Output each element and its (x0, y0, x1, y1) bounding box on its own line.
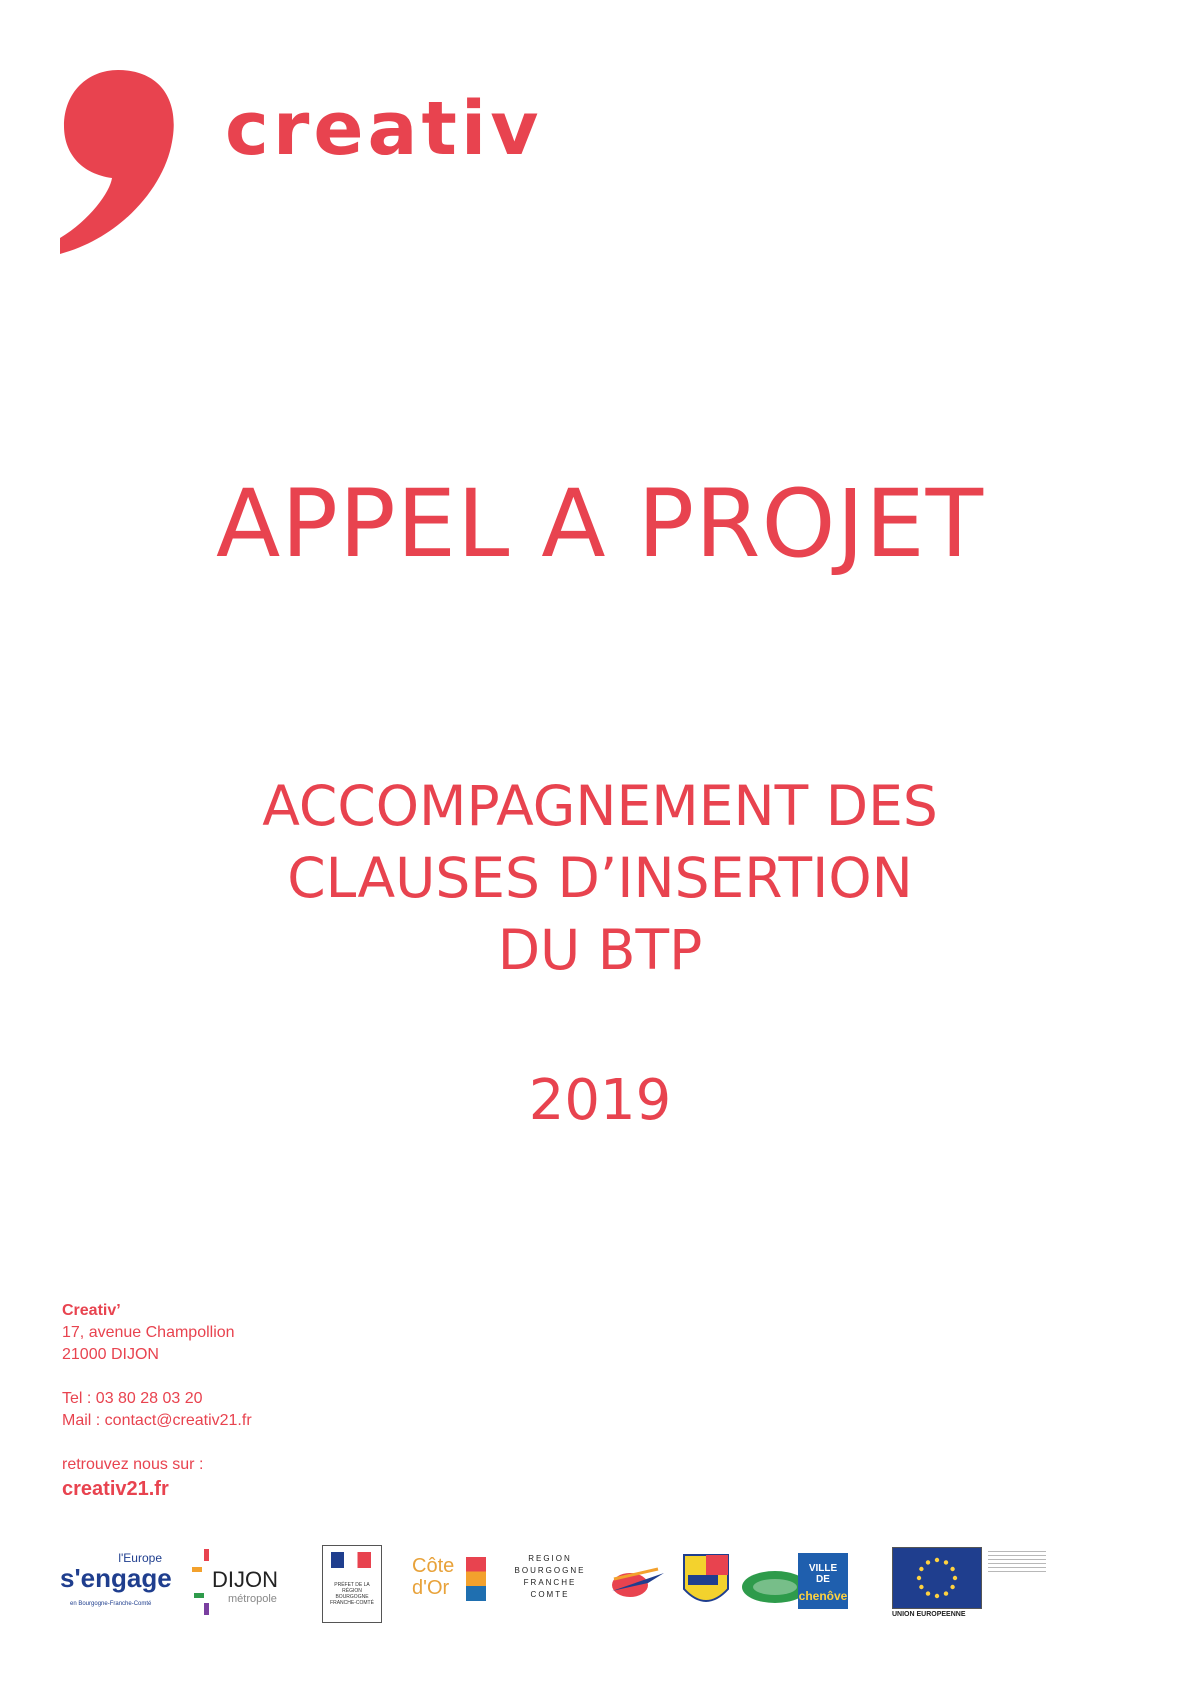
document-subtitle (0, 770, 1200, 986)
partner-logo-shield (682, 1545, 732, 1625)
eu-flag-icon (892, 1547, 982, 1609)
comma-logo-icon (60, 70, 200, 270)
cote-dor-line1: Côte (412, 1555, 455, 1577)
subtitle-line: ACCOMPAGNEMENT DES (262, 774, 938, 838)
contact-block (62, 1300, 252, 1500)
contact-org: Creativ’ (62, 1302, 121, 1319)
partner-logo-green (748, 1545, 792, 1625)
europe-engage-line3: en Bourgogne-Franche-Comté (70, 1601, 152, 1607)
document-title: APPEL A PROJET (215, 470, 985, 579)
subtitle-line: CLAUSES D’INSERTION (287, 846, 913, 910)
eu-stars-icon (893, 1548, 981, 1608)
chenove-logo (798, 1545, 850, 1625)
chenove-text (800, 1563, 846, 1585)
partner-logos (60, 1545, 1110, 1625)
dijon-metropole-logo (190, 1545, 300, 1625)
region-text: REGION BOURGOGNE FRANCHE COMTE (514, 1554, 586, 1599)
contact-mail[interactable]: Mail : contact@creativ21.fr (62, 1412, 252, 1429)
cote-dor-line2: d'Or (412, 1577, 450, 1599)
contact-find-us: retrouvez nous sur : (62, 1456, 204, 1473)
europe-engage-line2: s'engage (60, 1563, 172, 1593)
europe-engage-line1: l'Europe (118, 1551, 162, 1565)
region-logo (510, 1545, 590, 1625)
chenove-line1: VILLE (808, 1563, 838, 1574)
contact-tel: Tel : 03 80 28 03 20 (62, 1390, 203, 1407)
cote-dor-text (412, 1555, 454, 1599)
union-europeenne-label: UNION EUROPEENNE (892, 1611, 966, 1618)
union-europeenne-logo (892, 1545, 982, 1625)
cote-dor-bar-icon (466, 1557, 486, 1601)
prefet-text: PRÉFET DE LA RÉGION BOURGOGNE FRANCHE-COMTÉ (330, 1582, 374, 1606)
creativ-wordmark: creativ (225, 86, 543, 172)
contact-address-line2: 21000 DIJON (62, 1346, 159, 1363)
partner-logo-swoosh (608, 1545, 668, 1625)
europe-engage-logo (60, 1545, 170, 1625)
prefet-logo (322, 1545, 382, 1623)
dijon-line2: métropole (228, 1593, 277, 1605)
swoosh-icon (608, 1555, 668, 1615)
subtitle-line: DU BTP (497, 918, 703, 982)
eu-fine-print (988, 1551, 1046, 1575)
contact-address-line1: 17, avenue Champollion (62, 1324, 235, 1341)
contact-website-link[interactable]: creativ21.fr (62, 1478, 169, 1500)
shield-icon (682, 1553, 730, 1613)
french-flag-icon (331, 1552, 371, 1568)
creativ-logo (60, 70, 620, 270)
chenove-line3: chenôve (798, 1589, 848, 1603)
cote-dor-logo (412, 1545, 492, 1625)
document-year: 2019 (528, 1068, 672, 1133)
chenove-line2: DE (816, 1574, 830, 1585)
dijon-line1: DIJON (212, 1567, 278, 1592)
